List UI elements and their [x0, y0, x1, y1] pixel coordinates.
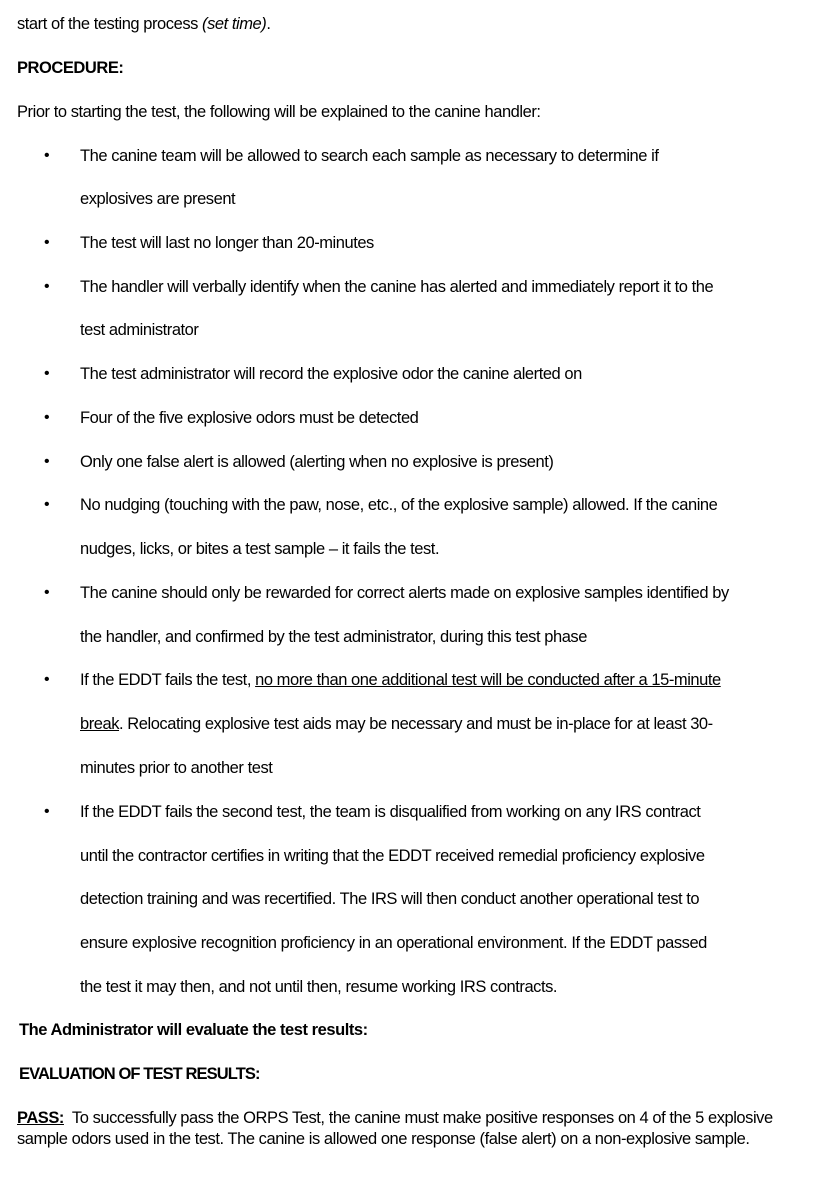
list-item-line: nudges, licks, or bites a test sample – it fails the test.	[80, 540, 440, 558]
intro-line	[17, 14, 270, 34]
list-item-line: The handler will verbally identify when the canine has alerted and immediately report it to the	[80, 278, 714, 296]
list-item-line: minutes prior to another test	[80, 759, 273, 777]
plain-text: . Relocating explosive test aids may be necessary and must be in-place for at least 30-	[119, 715, 713, 733]
list-item-line: No nudging (touching with the paw, nose, etc., of the explosive sample) allowed. If the canine	[80, 496, 718, 514]
list-item-line: the handler, and confirmed by the test administrator, during this test phase	[80, 628, 587, 646]
list-item-line: detection training and was recertified. The IRS will then conduct another operational test to	[80, 890, 700, 908]
list-item-line: until the contractor certifies in writing that the EDDT received remedial proficiency explosive	[80, 847, 705, 865]
bullet-icon: •	[44, 584, 50, 601]
intro-italic: (set time)	[202, 15, 267, 33]
list-item-line: The test administrator will record the explosive odor the canine alerted on	[80, 365, 582, 383]
list-item-line: The test will last no longer than 20-minutes	[80, 234, 374, 252]
admin-evaluate-heading: The Administrator will evaluate the test results:	[19, 1021, 368, 1039]
pass-label: PASS:	[17, 1109, 64, 1127]
bullet-icon: •	[44, 803, 50, 820]
list-item-line: The canine team will be allowed to search each sample as necessary to determine if	[80, 147, 659, 165]
bullet-icon: •	[44, 147, 50, 164]
list-item-line: Only one false alert is allowed (alerting when no explosive is present)	[80, 453, 554, 471]
plain-text: If the EDDT fails the test,	[80, 671, 256, 689]
bullet-icon: •	[44, 453, 50, 470]
intro-end: .	[266, 15, 271, 33]
list-item-line: Four of the five explosive odors must be detected	[80, 409, 419, 427]
list-item-line	[80, 714, 713, 734]
evaluation-heading: EVALUATION OF TEST RESULTS:	[19, 1065, 260, 1083]
procedure-intro: Prior to starting the test, the following will be explained to the canine handler:	[17, 103, 541, 121]
bullet-icon: •	[44, 365, 50, 382]
list-item-line: explosives are present	[80, 190, 236, 208]
bullet-icon: •	[44, 496, 50, 513]
underlined-text: break	[80, 715, 120, 733]
list-item-line: the test it may then, and not until then, resume working IRS contracts.	[80, 978, 558, 996]
bullet-icon: •	[44, 409, 50, 426]
bullet-icon: •	[44, 278, 50, 295]
pass-text: To successfully pass the ORPS Test, the canine must make positive responses on 4 of the 5 explosive sample odors used in the test. The canine is allowed one response (false alert) on a non-explosive sample.	[17, 1109, 777, 1148]
list-item-line: ensure explosive recognition proficiency in an operational environment. If the EDDT passed	[80, 934, 707, 952]
list-item-line: The canine should only be rewarded for correct alerts made on explosive samples identified by	[80, 584, 729, 602]
pass-paragraph	[17, 1108, 807, 1150]
bullet-icon: •	[44, 234, 50, 251]
list-item-line: test administrator	[80, 321, 199, 339]
procedure-heading: PROCEDURE:	[17, 59, 124, 77]
list-item-line: If the EDDT fails the second test, the team is disqualified from working on any IRS contract	[80, 803, 701, 821]
underlined-text: no more than one additional test will be conducted after a 15-minute	[255, 671, 721, 689]
list-item-line	[80, 670, 721, 690]
intro-text: start of the testing process	[17, 15, 203, 33]
bullet-icon: •	[44, 671, 50, 688]
